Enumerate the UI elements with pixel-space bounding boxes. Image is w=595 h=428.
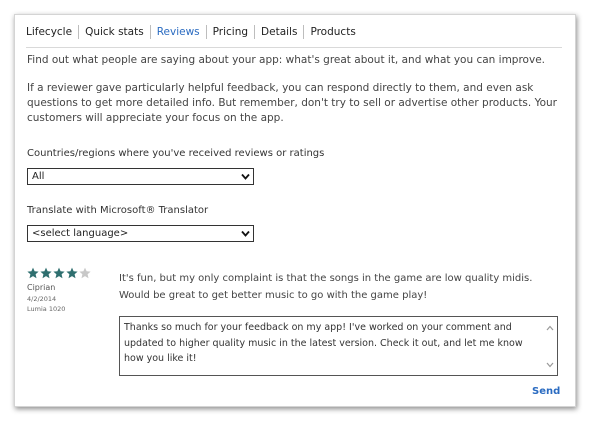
review-text: It's fun, but my only complaint is that the songs in the game are low quality midis. Would be great to get better music to go with the game play! bbox=[119, 273, 533, 301]
star-rating bbox=[27, 267, 91, 279]
chevron-down-icon bbox=[240, 171, 251, 182]
send-button[interactable]: Send bbox=[532, 386, 561, 397]
reviews-panel bbox=[14, 14, 576, 407]
countries-label: Countries/regions where you've received reviews or ratings bbox=[27, 148, 325, 159]
star-icon bbox=[27, 267, 39, 279]
guidance-text: If a reviewer gave particularly helpful feedback, you can respond directly to them, and even ask questions to get more detailed info. But remember, don't try to sell or advertise other products. Your customers will appreciate your focus on the app. bbox=[27, 82, 557, 124]
scroll-down-icon[interactable] bbox=[546, 362, 554, 368]
reply-text: Thanks so much for your feedback on my app! I've worked on your comment and updated to higher quality music in the latest version. Check it out, and let me know how you like it! bbox=[124, 322, 523, 364]
star-icon bbox=[53, 267, 65, 279]
tab-products[interactable]: Products bbox=[303, 25, 361, 39]
tab-pricing[interactable]: Pricing bbox=[206, 25, 254, 39]
intro-text: Find out what people are saying about your app: what's great about it, and what you can improve. bbox=[27, 54, 545, 66]
language-select[interactable] bbox=[27, 225, 254, 242]
countries-select[interactable] bbox=[27, 168, 254, 185]
tab-lifecycle[interactable]: Lifecycle bbox=[26, 26, 73, 38]
reply-textarea[interactable] bbox=[119, 316, 558, 376]
tab-details[interactable]: Details bbox=[254, 25, 303, 39]
chevron-down-icon bbox=[240, 228, 251, 239]
review-device: Lumia 1020 bbox=[27, 305, 66, 313]
scroll-up-icon[interactable] bbox=[546, 325, 554, 331]
tab-reviews[interactable]: Reviews bbox=[150, 25, 206, 39]
tab-quick-stats[interactable]: Quick stats bbox=[78, 25, 150, 39]
tab-bar bbox=[26, 25, 562, 48]
language-select-value: <select language> bbox=[32, 228, 129, 239]
star-icon bbox=[40, 267, 52, 279]
translator-label: Translate with Microsoft® Translator bbox=[27, 205, 209, 216]
countries-select-value: All bbox=[32, 171, 45, 182]
review-date: 4/2/2014 bbox=[27, 295, 57, 303]
reviewer-name: Ciprian bbox=[27, 283, 56, 292]
star-icon bbox=[66, 267, 78, 279]
star-icon bbox=[79, 267, 91, 279]
